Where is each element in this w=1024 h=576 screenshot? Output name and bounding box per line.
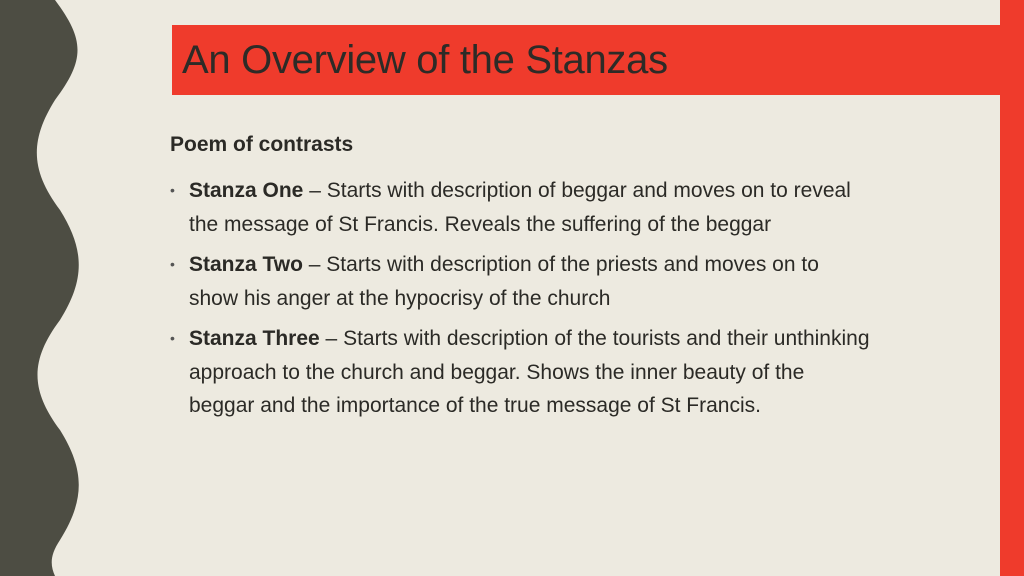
title-banner: [172, 25, 1000, 95]
stanza-label: Stanza One: [189, 179, 304, 202]
left-wavy-band: [0, 0, 80, 576]
slide-content: [170, 130, 870, 430]
stanza-label: Stanza Two: [189, 253, 303, 276]
stanza-list: [170, 174, 870, 423]
right-accent-bar: [1000, 0, 1024, 576]
bullet-icon: •: [170, 330, 175, 346]
stanza-description: – Starts with description of the priests and moves on to show his anger at the hypocrisy of the church: [189, 253, 819, 310]
bullet-icon: •: [170, 256, 175, 272]
list-item: [170, 248, 870, 315]
subheading: Poem of contrasts: [170, 133, 354, 156]
stanza-description: – Starts with description of the tourists and their unthinking approach to the church and beggar. Shows the inner beauty of the beggar and the importance of the true message of St Francis.: [189, 327, 870, 417]
stanza-label: Stanza Three: [189, 327, 320, 350]
list-item: [170, 322, 870, 423]
bullet-icon: •: [170, 182, 175, 198]
list-item: [170, 174, 870, 241]
stanza-description: – Starts with description of beggar and moves on to reveal the message of St Francis. Reveals the suffering of the beggar: [189, 179, 851, 236]
slide-title: An Overview of the Stanzas: [182, 38, 668, 82]
